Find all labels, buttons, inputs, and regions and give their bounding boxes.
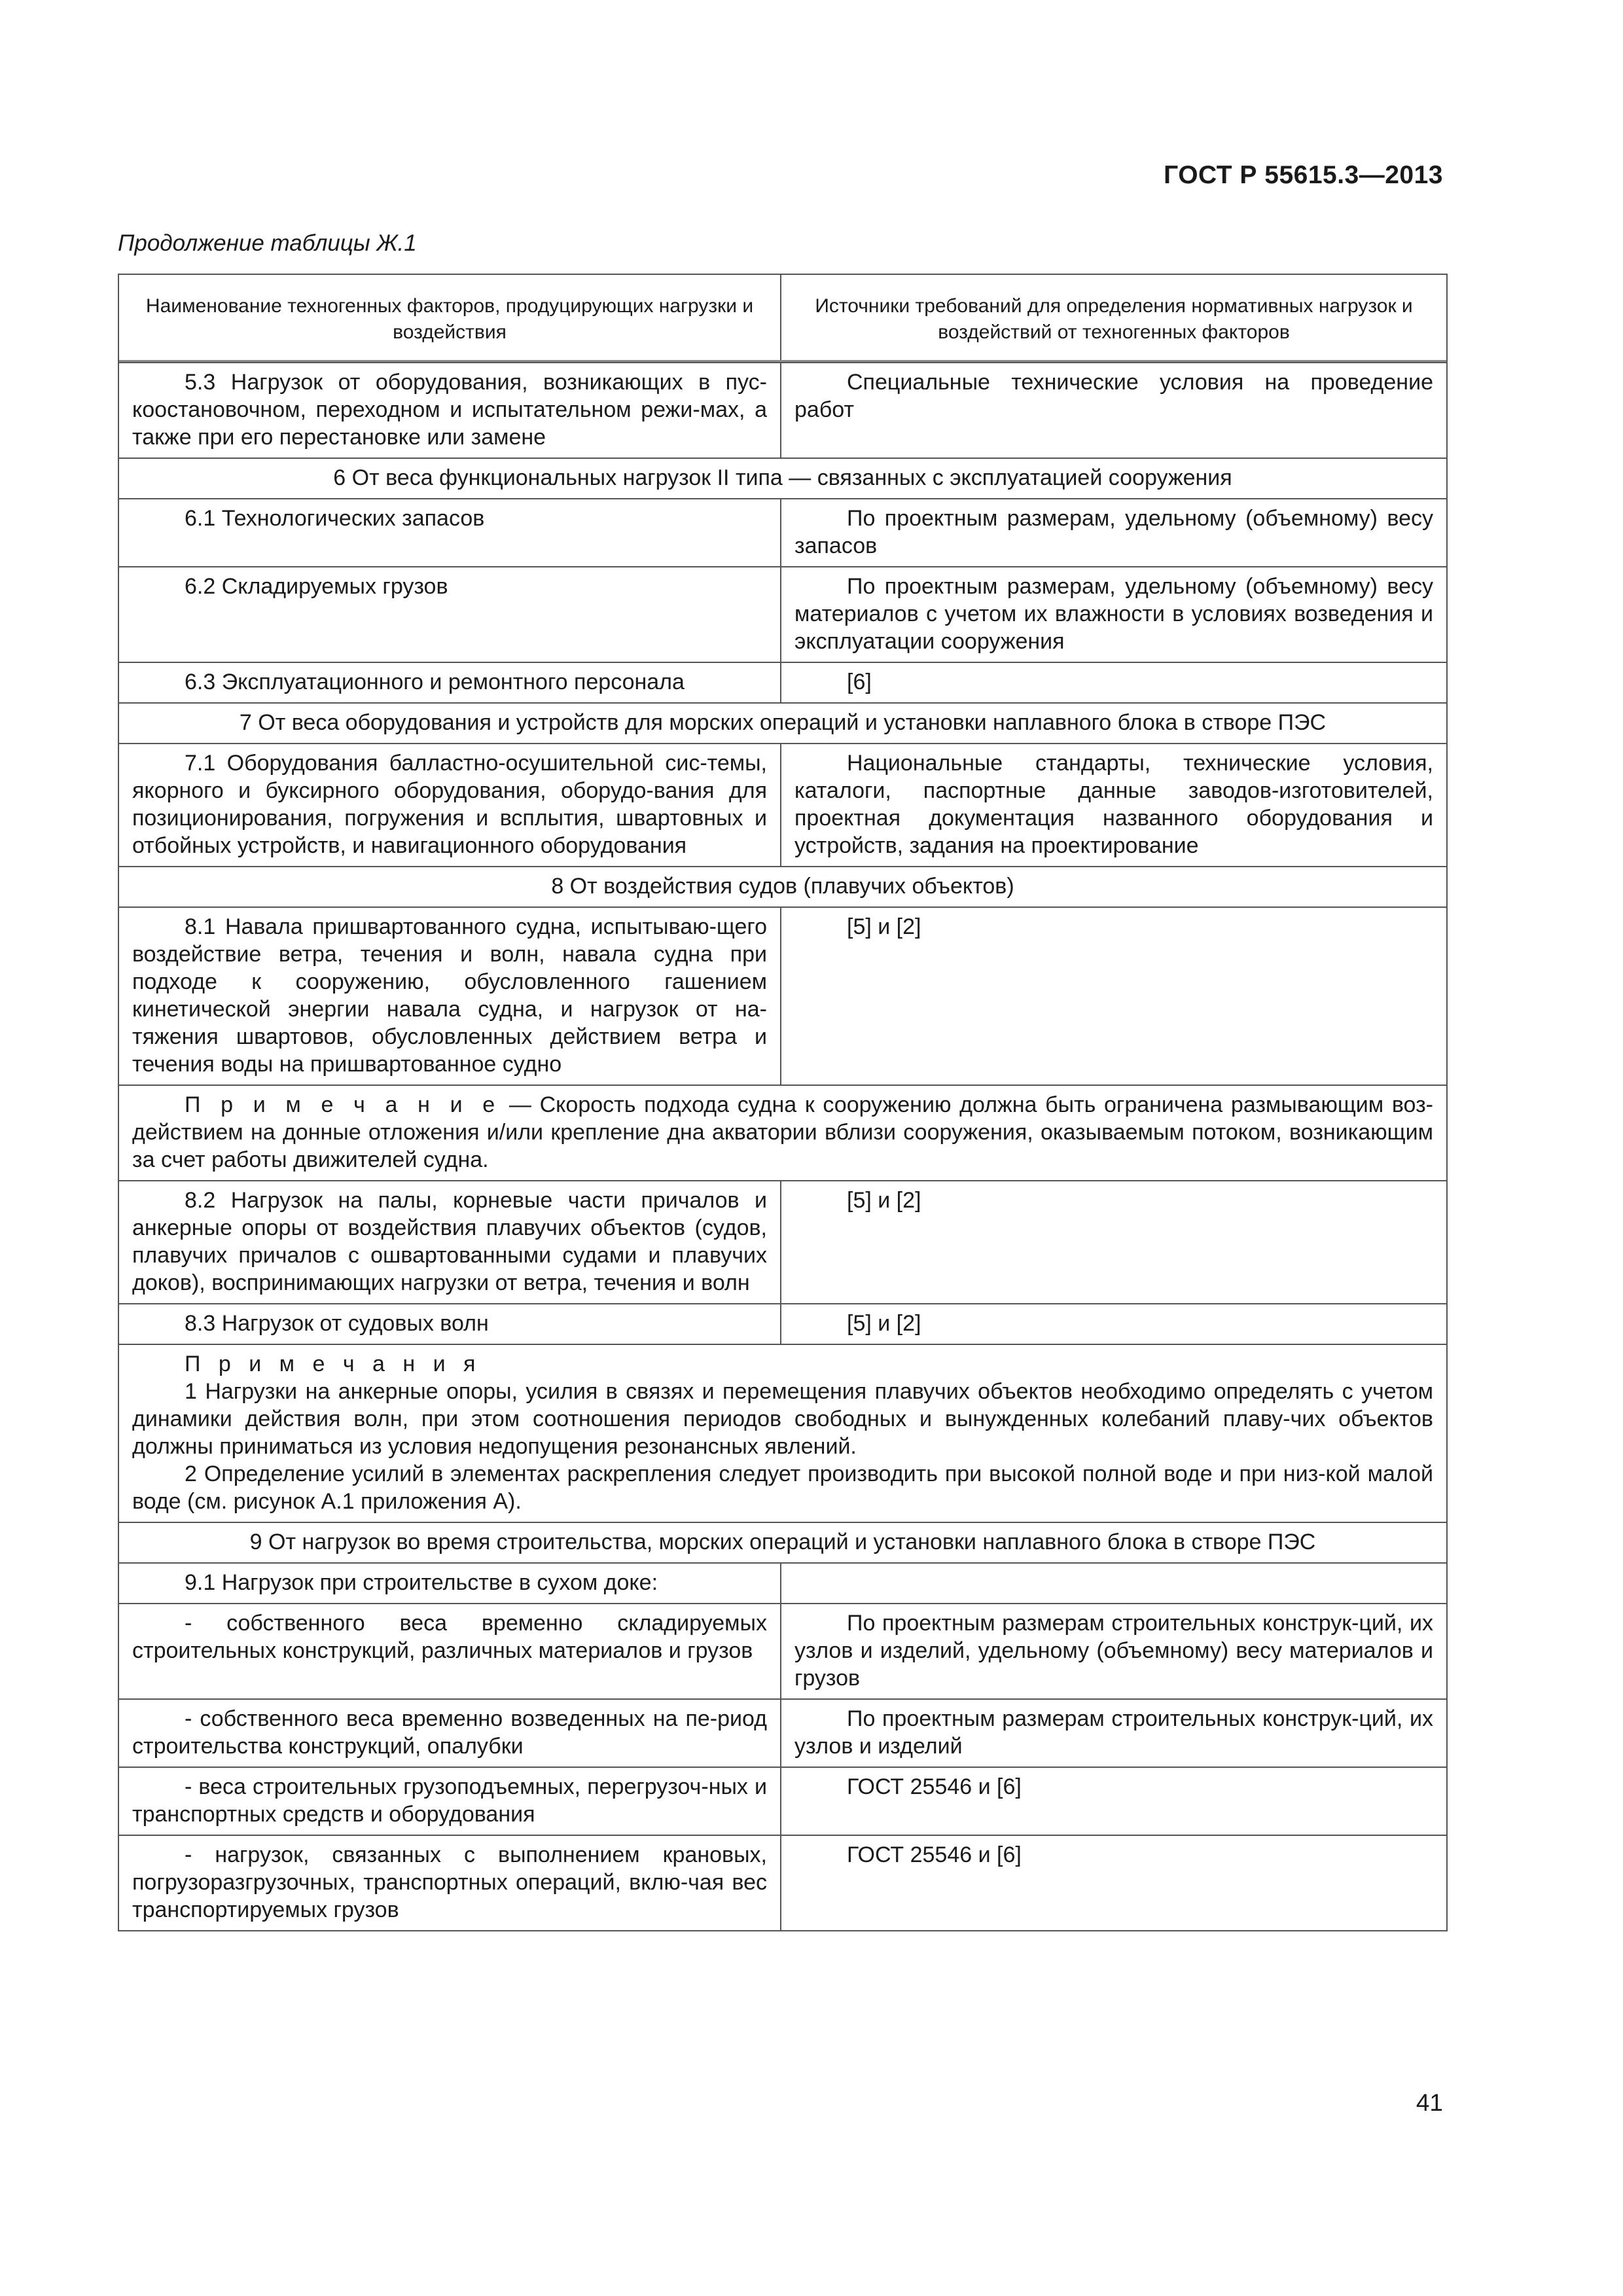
table-row [119,906,1446,1085]
source-cell: Национальные стандарты, технические условия, каталоги, паспортные данные заводов-изготовителей, проектная документация названного оборудования и устройств, задания на проектирование [794,751,1433,858]
source-cell: [5] и [2] [847,1311,921,1336]
table-row [119,662,1446,702]
table-caption: Продолжение таблицы Ж.1 [118,230,417,256]
source-cell: ГОСТ 25546 и [6] [847,1774,1022,1799]
note-cell [119,1086,1446,1180]
note-text: — Скорость подхода судна к сооружению должна быть ограничена размывающим воз-действием на донные отложения и/или крепление дна акватории вблизи сооружения, оказываемым потоком, возникающим за счет работы движителей судна. [132,1092,1433,1172]
column-header-sources: Источники требований для определения нормативных нагрузок и воздействий от техногенных факторов [815,295,1413,343]
table-row [119,566,1446,662]
document-code: ГОСТ Р 55615.3—2013 [1164,161,1443,189]
table-row [119,1180,1446,1303]
source-cell: По проектным размерам строительных конструк-ций, их узлов и изделий, удельному (объемному) весу материалов и грузов [794,1611,1433,1691]
factor-cell: 6.2 Складируемых грузов [119,567,781,662]
source-cell: По проектным размерам, удельному (объемному) весу запасов [794,506,1433,558]
factor-cell: - собственного веса временно складируемых строительных конструкций, различных материалов и грузов [119,1604,781,1698]
table-row [119,1767,1446,1835]
table-row [119,1603,1446,1698]
table-row [119,743,1446,866]
factor-cell: 8.2 Нагрузок на палы, корневые части причалов и анкерные опоры от воздействия плавучих объектов (судов, плавучих причалов с ошвартованными судами и плавучих доков), воспринимающих нагрузки от ветра, течения и волн [119,1181,781,1303]
source-cell: ГОСТ 25546 и [6] [847,1842,1022,1867]
source-cell: [5] и [2] [847,1188,921,1213]
factor-cell: 9.1 Нагрузок при строительстве в сухом доке: [119,1564,781,1603]
section-heading: 9 От нагрузок во время строительства, морских операций и установки наплавного блока в створе ПЭС [249,1530,1316,1554]
section-row [119,702,1446,743]
section-heading: 7 От веса оборудования и устройств для морских операций и установки наплавного блока в створе ПЭС [239,710,1327,735]
source-cell: [6] [847,670,872,694]
note-2: 2 Определение усилий в элементах раскрепления следует производить при высокой полной воде и при низ-кой малой воде (см. рисунок А.1 приложения А). [132,1462,1433,1514]
source-cell: Специальные технические условия на проведение работ [794,370,1433,422]
table-row [119,1562,1446,1603]
standards-table [118,274,1448,1931]
factor-cell: 7.1 Оборудования балластно-осушительной сис-темы, якорного и буксирного оборудования, оборудо-вания для позиционирования, погружения и всплытия, швартовных и отбойных устройств, и навигационного оборудования [119,744,781,866]
factor-cell: 6.3 Эксплуатационного и ремонтного персонала [119,663,781,702]
section-heading: 6 От веса функциональных нагрузок II типа — связанных с эксплуатацией сооружения [333,465,1232,490]
factor-cell: 5.3 Нагрузок от оборудования, возникающих в пус-коостановочном, переходном и испытательном режи-мах, а также при его перестановке или замене [119,363,781,457]
notes-label: П р и м е ч а н и я [185,1352,482,1376]
note-row [119,1085,1446,1180]
section-heading: 8 От воздействия судов (плавучих объектов) [551,874,1014,899]
column-header-factors: Наименование техногенных факторов, продуцирующих нагрузки и воздействия [119,275,781,360]
source-cell: По проектным размерам строительных конструк-ций, их узлов и изделий [794,1706,1433,1759]
factor-cell: 6.1 Технологических запасов [119,499,781,566]
factor-cell: - собственного веса временно возведенных на пе-риод строительства конструкций, опалубки [119,1700,781,1767]
table-row [119,362,1446,457]
factor-cell: - нагрузок, связанных с выполнением крановых, погрузоразгрузочных, транспортных операций, вклю-чая вес транспортируемых грузов [119,1836,781,1930]
factor-cell: - веса строительных грузоподъемных, перегрузоч-ных и транспортных средств и оборудования [119,1768,781,1835]
table-row [119,1303,1446,1344]
section-row [119,457,1446,498]
section-row [119,866,1446,906]
source-cell [781,1564,1446,1603]
notes-cell [119,1345,1446,1522]
table-row [119,498,1446,566]
page-number: 41 [1416,2089,1443,2116]
factor-cell: 8.1 Навала пришвартованного судна, испытываю-щего воздействие ветра, течения и волн, навала судна при подходе к сооружению, обусловленного гашением кинетической энергии навала судна, и нагрузок от на-тяжения швартовов, обусловленных действием ветра и течения воды на пришвартованное судно [119,908,781,1085]
note-label: П р и м е ч а н и е [185,1092,501,1117]
table-row [119,1835,1446,1930]
table-header-row [119,275,1446,362]
section-row [119,1522,1446,1562]
source-cell: По проектным размерам, удельному (объемному) весу материалов с учетом их влажности в условиях возведения и эксплуатации сооружения [794,574,1433,654]
notes-row [119,1344,1446,1522]
factor-cell: 8.3 Нагрузок от судовых волн [119,1304,781,1344]
note-1: 1 Нагрузки на анкерные опоры, усилия в связях и перемещения плавучих объектов необходимо определять с учетом динамики действия волн, при этом соотношения периодов свободных и вынужденных колебаний плаву-чих объектов должны приниматься из условия недопущения резонансных явлений. [132,1379,1433,1459]
table-row [119,1698,1446,1767]
source-cell: [5] и [2] [847,914,921,939]
